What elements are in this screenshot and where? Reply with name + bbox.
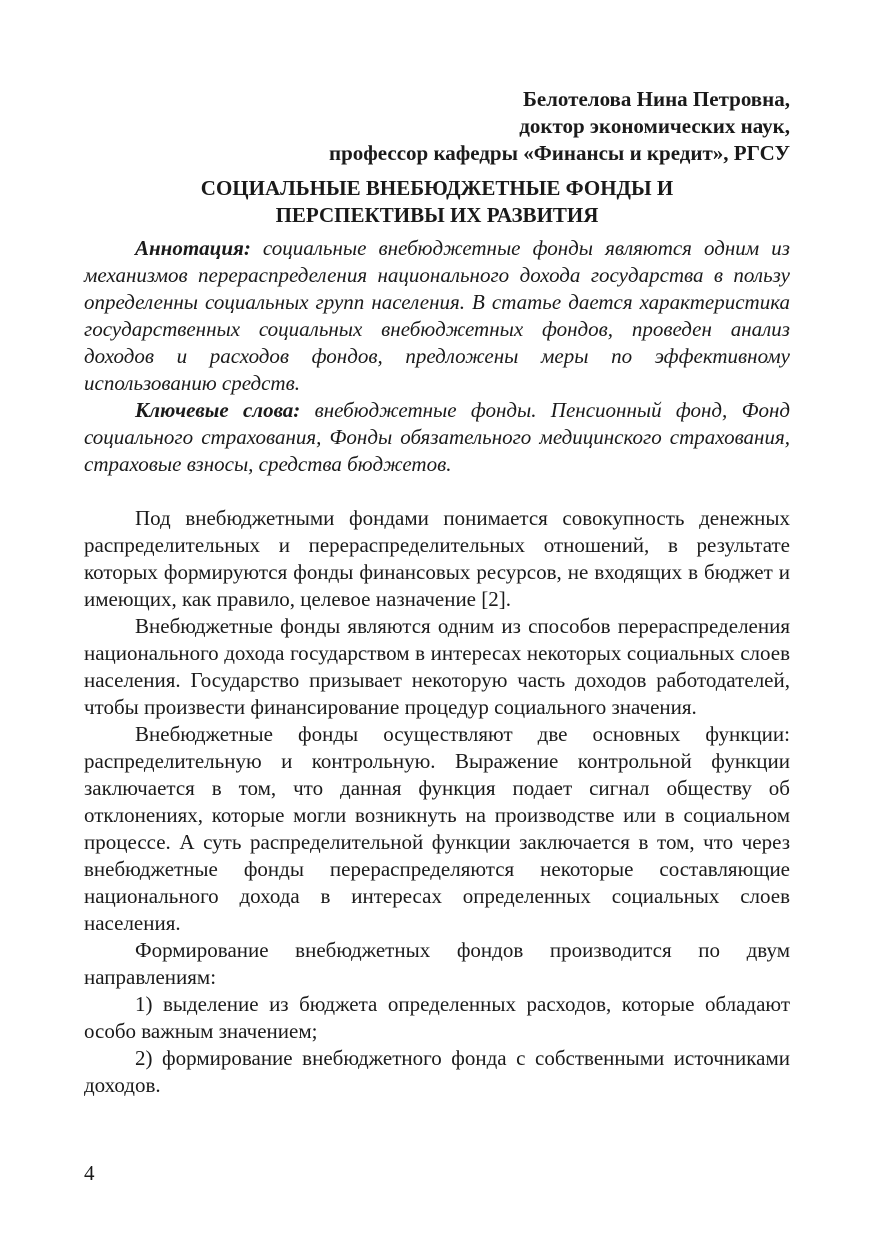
abstract-paragraph [84,235,790,397]
body-paragraph-2: Внебюджетные фонды являются одним из способов перераспределения национального дохода государством в интересах некоторых социальных слоев населения. Государство призывает некоторую часть доходов работодателей, чтобы произвести финансирование процедур социального значения. [84,614,790,719]
abstract-label: Аннотация: [135,236,251,260]
keywords-paragraph [84,397,790,478]
list-item-1: 1) выделение из бюджета определенных расходов, которые обладают особо важным значением; [84,992,790,1043]
keywords-text: внебюджетные фонды. Пенсионный фонд, Фонд социального страхования, Фонды обязательного медицинского страхования, страховые взносы, средства бюджетов. [84,398,790,476]
author-block [84,86,790,167]
abstract-text: социальные внебюджетные фонды являются одним из механизмов перераспределения национального дохода государства в пользу определенны социальных групп населения. В статье дается характеристика государственных социальных внебюджетных фондов, проведен анализ доходов и расходов фондов, предложены меры по эффективному использованию средств. [84,236,790,395]
list-item-2: 2) формирование внебюджетного фонда с собственными источниками доходов. [84,1046,790,1097]
abstract-section [84,235,790,478]
body-paragraph-3: Внебюджетные фонды осуществляют две основных функции: распределительную и контрольную. Выражение контрольной функции заключается в том, что данная функция подает сигнал обществу об отклонениях, которые могли возникнуть на производстве или в социальном процессе. А суть распределительной функции заключается в том, что через внебюджетные фонды перераспределяются некоторые составляющие национального дохода в интересах определенных социальных слоев населения. [84,722,790,935]
body-paragraph-1: Под внебюджетными фондами понимается совокупность денежных распределительных и перераспределительных отношений, в результате которых формируются фонды финансовых ресурсов, не входящих в бюджет и имеющих, как правило, целевое назначение [2]. [84,506,790,611]
article-title [84,175,790,229]
article-body [84,505,790,1099]
body-paragraph-4: Формирование внебюджетных фондов производится по двум направлениям: [84,938,790,989]
page-number: 4 [84,1161,95,1185]
article-title-line-1: СОЦИАЛЬНЫЕ ВНЕБЮДЖЕТНЫЕ ФОНДЫ И [200,176,674,200]
article-page [84,86,790,1099]
author-degree: доктор экономических наук, [519,114,790,138]
author-position: профессор кафедры «Финансы и кредит», РГСУ [329,141,790,165]
article-title-line-2: ПЕРСПЕКТИВЫ ИХ РАЗВИТИЯ [275,203,599,227]
author-name: Белотелова Нина Петровна, [522,87,790,111]
keywords-label: Ключевые слова: [135,398,301,422]
